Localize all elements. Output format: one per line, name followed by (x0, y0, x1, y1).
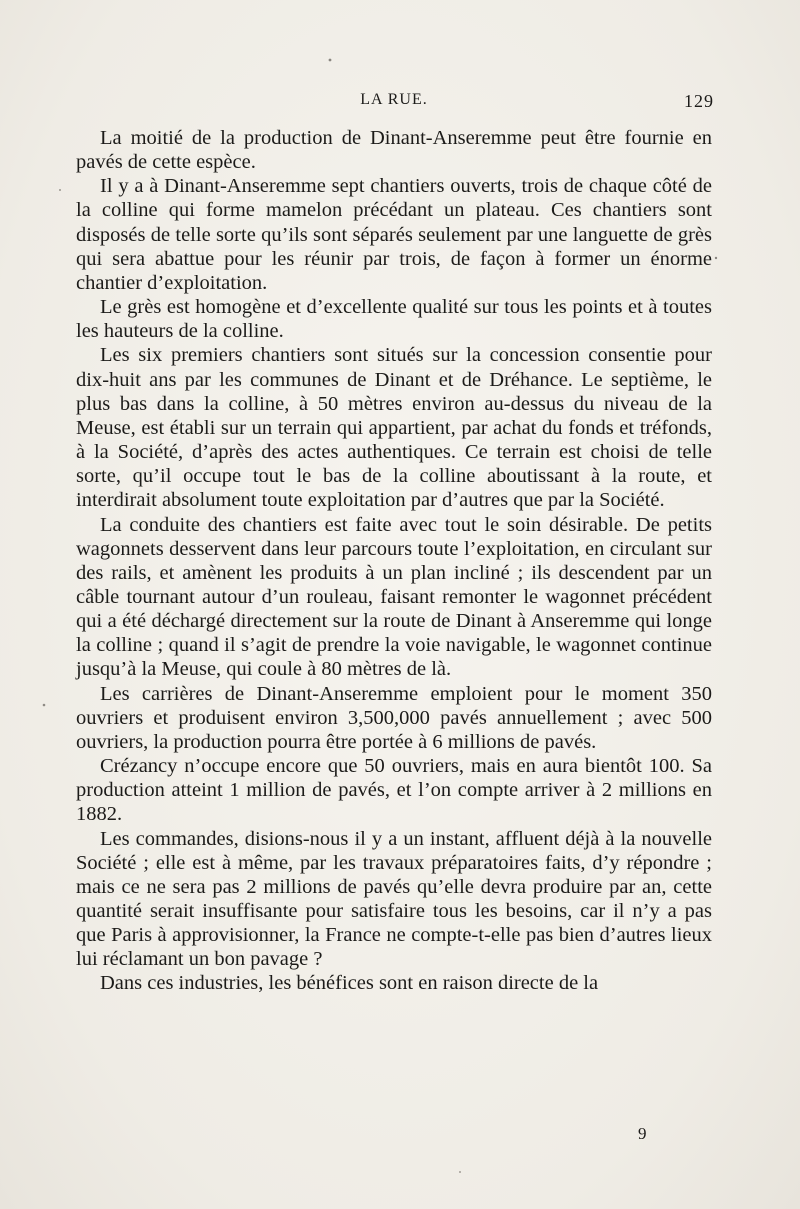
page-number: 129 (684, 91, 714, 111)
paragraph: Crézancy n’occupe encore que 50 ouvriers, mais en aura bientôt 100. Sa production atteint 1 million de pavés, et l’on compte arriver à 2 millions en 1882. (76, 755, 712, 826)
paragraph: Les commandes, disions-nous il y a un instant, affluent déjà à la nouvelle Société ; elle est à même, par les travaux préparatoires faits, d’y répondre ; mais ce ne sera pas 2 millions de pavés qu’elle devra produire par an, cette quantité serait insuffisante pour satisfaire tous les besoins, car il n’y a pas que Paris à approvisionner, la France ne compte-t-elle pas bien d’autres lieux lui réclamant un bon pavage ? (76, 827, 712, 971)
paragraph: La moitié de la production de Dinant-Anseremme peut être fournie en pavés de cette espèce. (76, 127, 712, 174)
running-head (76, 91, 712, 113)
paragraph: Les six premiers chantiers sont situés sur la concession consentie pour dix-huit ans par les communes de Dinant et de Dréhance. Le septième, le plus bas dans la colline, à 50 mètres environ au-dessus du niveau de la Meuse, est établi sur un terrain qui appartient, par achat du fonds et tréfonds, à la Société, d’après des actes authentiques. Ce terrain est choisi de telle sorte, qu’il occupe tout le bas de la colline aboutissant à la route, et interdirait absolument toute exploitation par d’autres que par la Société. (76, 344, 712, 512)
paragraph: Le grès est homogène et d’excellente qualité sur tous les points et à toutes les hauteurs de la colline. (76, 296, 712, 343)
signature-mark: 9 (638, 1124, 647, 1143)
paragraph: Il y a à Dinant-Anseremme sept chantiers ouverts, trois de chaque côté de la colline qui forme mamelon précédant un plateau. Ces chantiers sont disposés de telle sorte qu’ils sont séparés seulement par une languette de grès qui sera abattue pour les réunir par trois, de façon à former un énorme chantier d’exploitation. (76, 175, 712, 294)
paragraph: Les carrières de Dinant-Anseremme emploient pour le moment 350 ouvriers et produisent environ 3,500,000 pavés annuellement ; avec 500 ouvriers, la production pourra être portée à 6 millions de pavés. (76, 682, 712, 753)
paragraph: Dans ces industries, les bénéfices sont en raison directe de la (100, 972, 599, 995)
chapter-title: LA RUE. (360, 91, 428, 108)
body-text (76, 126, 712, 996)
paragraph: La conduite des chantiers est faite avec tout le soin désirable. De petits wagonnets desservent dans leur parcours toute l’exploitation, en circulant sur des rails, et amènent les produits à un plan incliné ; ils descendent par un câble tournant autour d’un rouleau, faisant remonter le wagonnet précédent qui a été déchargé directement sur la route de Dinant à Anseremme qui longe la colline ; quand il s’agit de prendre la voie navigable, le wagonnet continue jusqu’à la Meuse, qui coule à 80 mètres de là. (76, 513, 712, 681)
